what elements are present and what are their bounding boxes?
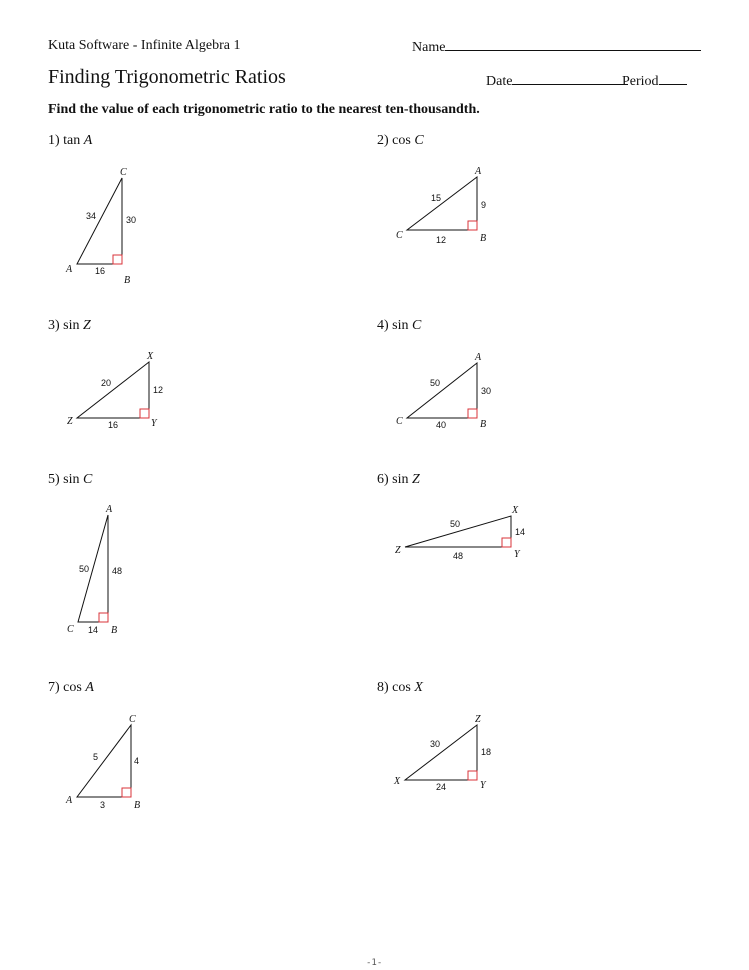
vertex-label: Y	[514, 549, 520, 560]
triangle-outline	[77, 362, 149, 418]
triangle-8	[393, 714, 491, 792]
trig-function: cos	[392, 133, 411, 148]
triangle-outline	[77, 178, 122, 264]
name-label: Name	[412, 40, 446, 55]
triangle-3	[67, 351, 163, 430]
right-angle-marker	[468, 409, 477, 418]
right-angle-marker	[468, 221, 477, 230]
side-length-label: 48	[453, 551, 464, 561]
side-length-label: 5	[93, 752, 99, 762]
instructions: Find the value of each trigonometric ratio to the nearest ten-thousandth.	[48, 102, 480, 117]
vertex-label: Z	[67, 416, 73, 427]
vertex-label: A	[475, 166, 482, 177]
side-length-label: 50	[450, 519, 461, 529]
triangle-outline	[77, 725, 131, 797]
problem-number: 4)	[377, 318, 389, 333]
side-length-label: 24	[436, 782, 447, 792]
side-length-label: 16	[95, 266, 106, 276]
problem-number: 6)	[377, 472, 389, 487]
page-number: -1-	[366, 958, 383, 968]
publisher-label: Kuta Software - Infinite Algebra 1	[48, 38, 241, 53]
right-angle-marker	[140, 409, 149, 418]
side-length-label: 18	[481, 747, 492, 757]
side-length-label: 30	[126, 215, 137, 225]
triangle-outline	[407, 363, 477, 418]
side-length-label: 34	[86, 211, 97, 221]
vertex-label: X	[394, 776, 401, 787]
side-length-label: 50	[430, 378, 441, 388]
vertex-label: B	[124, 275, 131, 286]
vertex-label: C	[67, 624, 74, 635]
angle-name: Z	[83, 318, 91, 333]
right-angle-marker	[122, 788, 131, 797]
vertex-label: X	[147, 351, 154, 362]
problem-number: 5)	[48, 472, 60, 487]
angle-name: C	[414, 133, 424, 148]
vertex-label: Z	[475, 714, 481, 725]
right-angle-marker	[502, 538, 511, 547]
triangle-outline	[405, 725, 477, 780]
trig-function: cos	[63, 680, 82, 695]
vertex-label: Y	[480, 780, 486, 791]
vertex-label: Z	[395, 545, 401, 556]
trig-function: sin	[392, 472, 409, 487]
side-length-label: 20	[101, 378, 112, 388]
vertex-label: C	[396, 230, 403, 241]
side-length-label: 14	[88, 625, 99, 635]
angle-name: A	[83, 133, 93, 148]
vertex-label: C	[396, 416, 403, 427]
trig-function: cos	[392, 680, 411, 695]
triangle-7	[65, 714, 140, 811]
vertex-label: C	[120, 167, 127, 178]
problem-number: 3)	[48, 318, 60, 333]
right-angle-marker	[99, 613, 108, 622]
triangle-4	[396, 352, 491, 430]
angle-name: X	[414, 680, 423, 695]
triangle-6	[395, 505, 525, 561]
triangle-5	[67, 504, 122, 636]
problem-number: 2)	[377, 133, 389, 148]
side-length-label: 16	[108, 420, 119, 430]
trig-function: sin	[63, 472, 80, 487]
vertex-label: B	[480, 419, 487, 430]
angle-name: A	[85, 680, 94, 695]
side-length-label: 30	[430, 739, 441, 749]
vertex-label: Y	[151, 418, 157, 429]
side-length-label: 48	[112, 566, 123, 576]
vertex-label: A	[66, 795, 73, 806]
angle-name: C	[412, 318, 422, 333]
date-label: Date	[486, 74, 513, 89]
side-length-label: 9	[481, 200, 487, 210]
trig-function: sin	[392, 318, 409, 333]
side-length-label: 12	[153, 385, 164, 395]
vertex-label: A	[66, 264, 73, 275]
angle-name: C	[83, 472, 93, 487]
trig-function: tan	[63, 133, 81, 148]
period-label: Period	[622, 74, 659, 89]
side-length-label: 12	[436, 235, 447, 245]
vertex-label: A	[475, 352, 482, 363]
side-length-label: 4	[134, 756, 140, 766]
right-angle-marker	[468, 771, 477, 780]
side-length-label: 15	[431, 193, 442, 203]
side-length-label: 14	[515, 527, 526, 537]
triangle-2	[396, 166, 486, 245]
problem-number: 7)	[48, 680, 60, 695]
side-length-label: 30	[481, 386, 492, 396]
problem-number: 8)	[377, 680, 389, 695]
vertex-label: B	[134, 800, 141, 811]
vertex-label: X	[512, 505, 519, 516]
right-angle-marker	[113, 255, 122, 264]
triangle-1	[65, 167, 136, 286]
vertex-label: B	[111, 625, 118, 636]
side-length-label: 40	[436, 420, 447, 430]
worksheet-title: Finding Trigonometric Ratios	[48, 66, 286, 88]
side-length-label: 3	[100, 800, 106, 810]
problem-number: 1)	[48, 133, 60, 148]
angle-name: Z	[412, 472, 420, 487]
vertex-label: C	[129, 714, 136, 725]
triangle-outline	[407, 177, 477, 230]
side-length-label: 50	[79, 564, 90, 574]
vertex-label: B	[480, 233, 487, 244]
vertex-label: A	[106, 504, 113, 515]
trig-function: sin	[63, 318, 80, 333]
